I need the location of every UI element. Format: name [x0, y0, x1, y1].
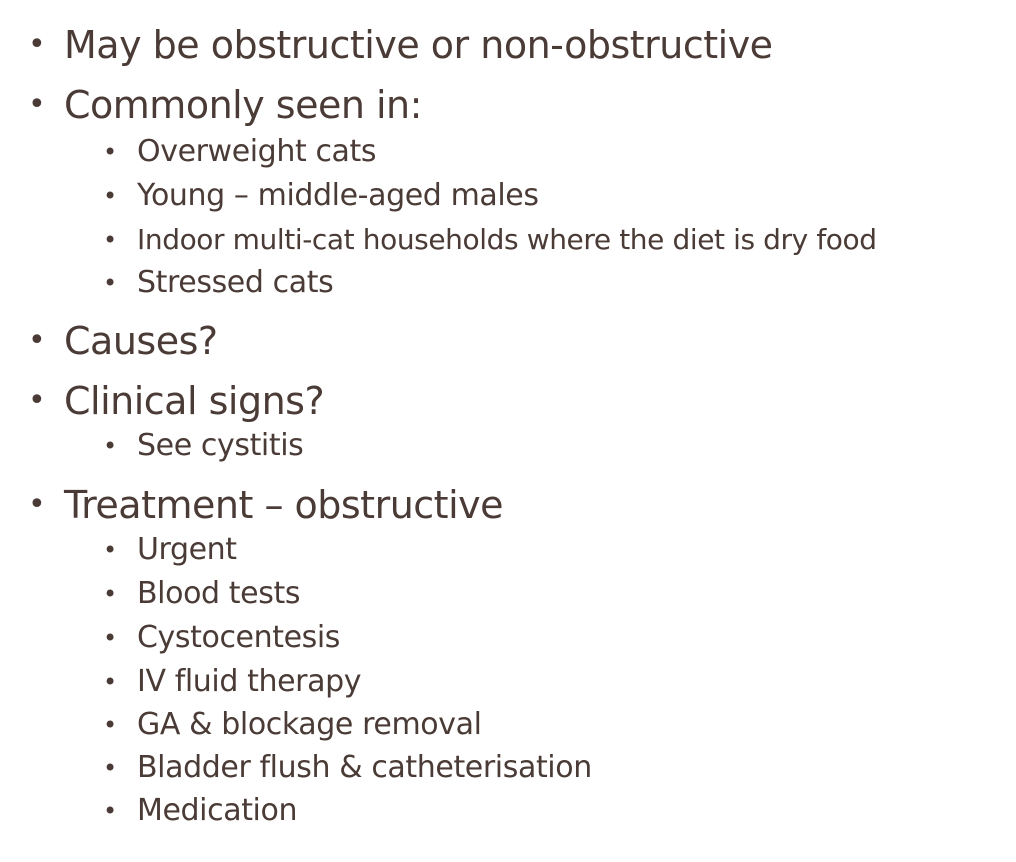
sub-bullet-item — [103, 223, 877, 256]
bullet-icon: • — [103, 269, 117, 297]
sub-bullet-item — [103, 620, 341, 655]
bullet-icon: • — [103, 711, 117, 739]
bullet-item — [28, 319, 218, 363]
bullet-icon: • — [103, 138, 117, 166]
bullet-text: Young – middle-aged males — [137, 178, 539, 213]
bullet-icon: • — [103, 432, 117, 460]
bullet-text: Treatment – obstructive — [64, 483, 504, 527]
bullet-text: Commonly seen in: — [64, 83, 422, 127]
bullet-text: GA & blockage removal — [137, 707, 482, 742]
sub-bullet-item — [103, 750, 592, 785]
bullet-text: IV fluid therapy — [137, 664, 362, 699]
bullet-icon: • — [28, 27, 46, 62]
bullet-text: Stressed cats — [137, 265, 334, 300]
bullet-icon: • — [103, 754, 117, 782]
bullet-item — [28, 23, 773, 67]
bullet-text: Overweight cats — [137, 134, 377, 169]
sub-bullet-item — [103, 428, 304, 463]
bullet-icon: • — [103, 797, 117, 825]
sub-bullet-item — [103, 265, 334, 300]
sub-bullet-item — [103, 576, 301, 611]
bullet-text: Urgent — [137, 532, 237, 567]
bullet-icon: • — [103, 624, 117, 652]
sub-bullet-item — [103, 178, 539, 213]
bullet-icon: • — [103, 182, 117, 210]
bullet-text: Medication — [137, 793, 298, 828]
bullet-text: Causes? — [64, 319, 218, 363]
bullet-item — [28, 379, 325, 423]
bullet-text: See cystitis — [137, 428, 304, 463]
sub-bullet-item — [103, 707, 482, 742]
bullet-item — [28, 83, 422, 127]
bullet-icon: • — [103, 580, 117, 608]
sub-bullet-item — [103, 134, 377, 169]
bullet-text: Cystocentesis — [137, 620, 341, 655]
bullet-text: Blood tests — [137, 576, 301, 611]
bullet-icon: • — [28, 487, 46, 522]
bullet-icon: • — [103, 226, 117, 254]
bullet-icon: • — [28, 323, 46, 358]
sub-bullet-item — [103, 664, 362, 699]
bullet-item — [28, 483, 504, 527]
bullet-icon: • — [28, 87, 46, 122]
sub-bullet-item — [103, 532, 237, 567]
bullet-icon: • — [28, 383, 46, 418]
bullet-text: Indoor multi-cat households where the diet is dry food — [137, 223, 877, 256]
bullet-icon: • — [103, 536, 117, 564]
bullet-text: Bladder flush & catheterisation — [137, 750, 592, 785]
bullet-text: May be obstructive or non-obstructive — [64, 23, 773, 67]
sub-bullet-item — [103, 793, 298, 828]
bullet-icon: • — [103, 668, 117, 696]
bullet-text: Clinical signs? — [64, 379, 325, 423]
